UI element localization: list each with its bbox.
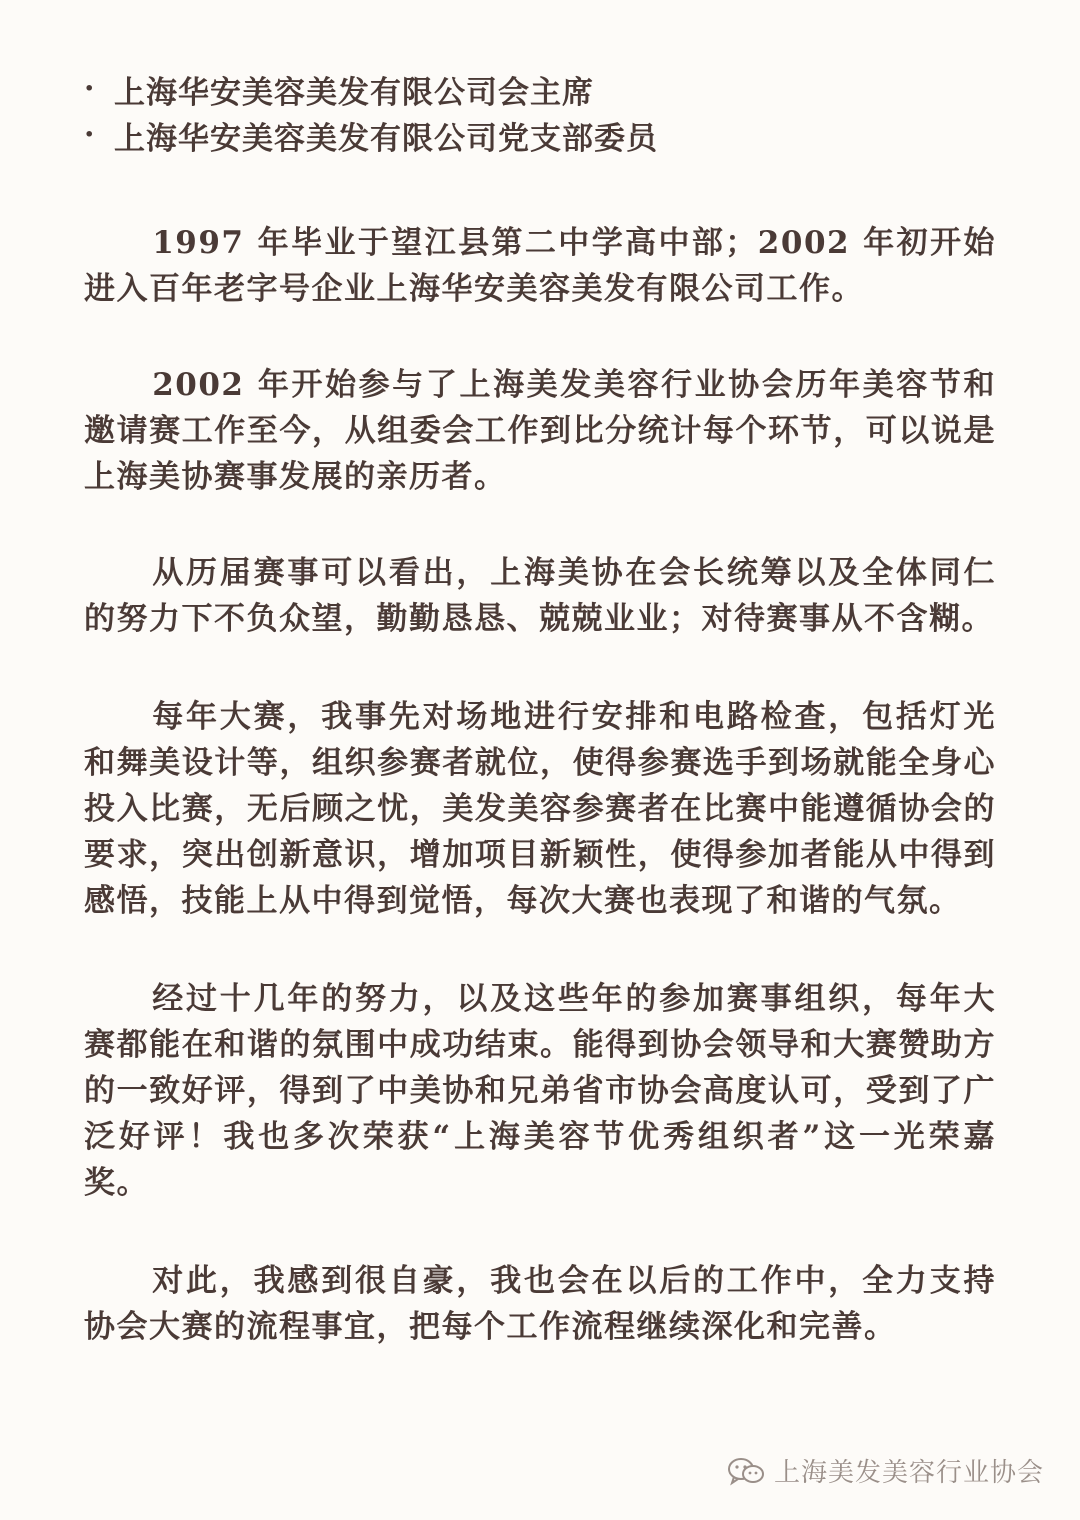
title-list	[84, 66, 996, 158]
paragraph-history: 从历届赛事可以看出，上海美协在会长统筹以及全体同仁的努力下不负众望，勤勤恳恳、兢兢业业；对待赛事从不含糊。	[84, 555, 996, 637]
paragraph-achievements: 经过十几年的努力，以及这些年的参加赛事组织，每年大赛都能在和谐的氛围中成功结束。能得到协会领导和大赛赞助方的一致好评，得到了中美协和兄弟省市协会高度认可，受到了广泛好评！我也多次荣获“上海美容节优秀组织者”这一光荣嘉奖。	[84, 981, 996, 1201]
bullet-text: 上海华安美容美发有限公司党支部委员	[114, 120, 658, 157]
bullet-icon: ·	[84, 71, 96, 106]
list-item	[84, 112, 996, 158]
list-item	[84, 66, 996, 112]
bullet-icon: ·	[84, 117, 96, 152]
paragraph-participation: 2002 年开始参与了上海美发美容行业协会历年美容节和邀请赛工作至今，从组委会工作到比分统计每个环节，可以说是上海美协赛事发展的亲历者。	[84, 367, 996, 495]
paragraph-preparation: 每年大赛，我事先对场地进行安排和电路检查，包括灯光和舞美设计等，组织参赛者就位，使得参赛选手到场就能全身心投入比赛，无后顾之忧，美发美容参赛者在比赛中能遵循协会的要求，突出创新意识，增加项目新颖性，使得参加者能从中得到感悟，技能上从中得到觉悟，每次大赛也表现了和谐的气氛。	[84, 699, 996, 919]
wechat-icon	[726, 1456, 766, 1486]
bullet-text: 上海华安美容美发有限公司会主席	[114, 74, 594, 111]
paragraph-conclusion: 对此，我感到很自豪，我也会在以后的工作中，全力支持协会大赛的流程事宜，把每个工作流程继续深化和完善。	[84, 1263, 996, 1345]
watermark-text: 上海美发美容行业协会	[773, 1458, 1044, 1488]
watermark	[726, 1452, 1044, 1489]
paragraph-education: 1997 年毕业于望江县第二中学高中部；2002 年初开始进入百年老字号企业上海华安美容美发有限公司工作。	[84, 225, 996, 307]
article-body	[84, 66, 996, 1350]
